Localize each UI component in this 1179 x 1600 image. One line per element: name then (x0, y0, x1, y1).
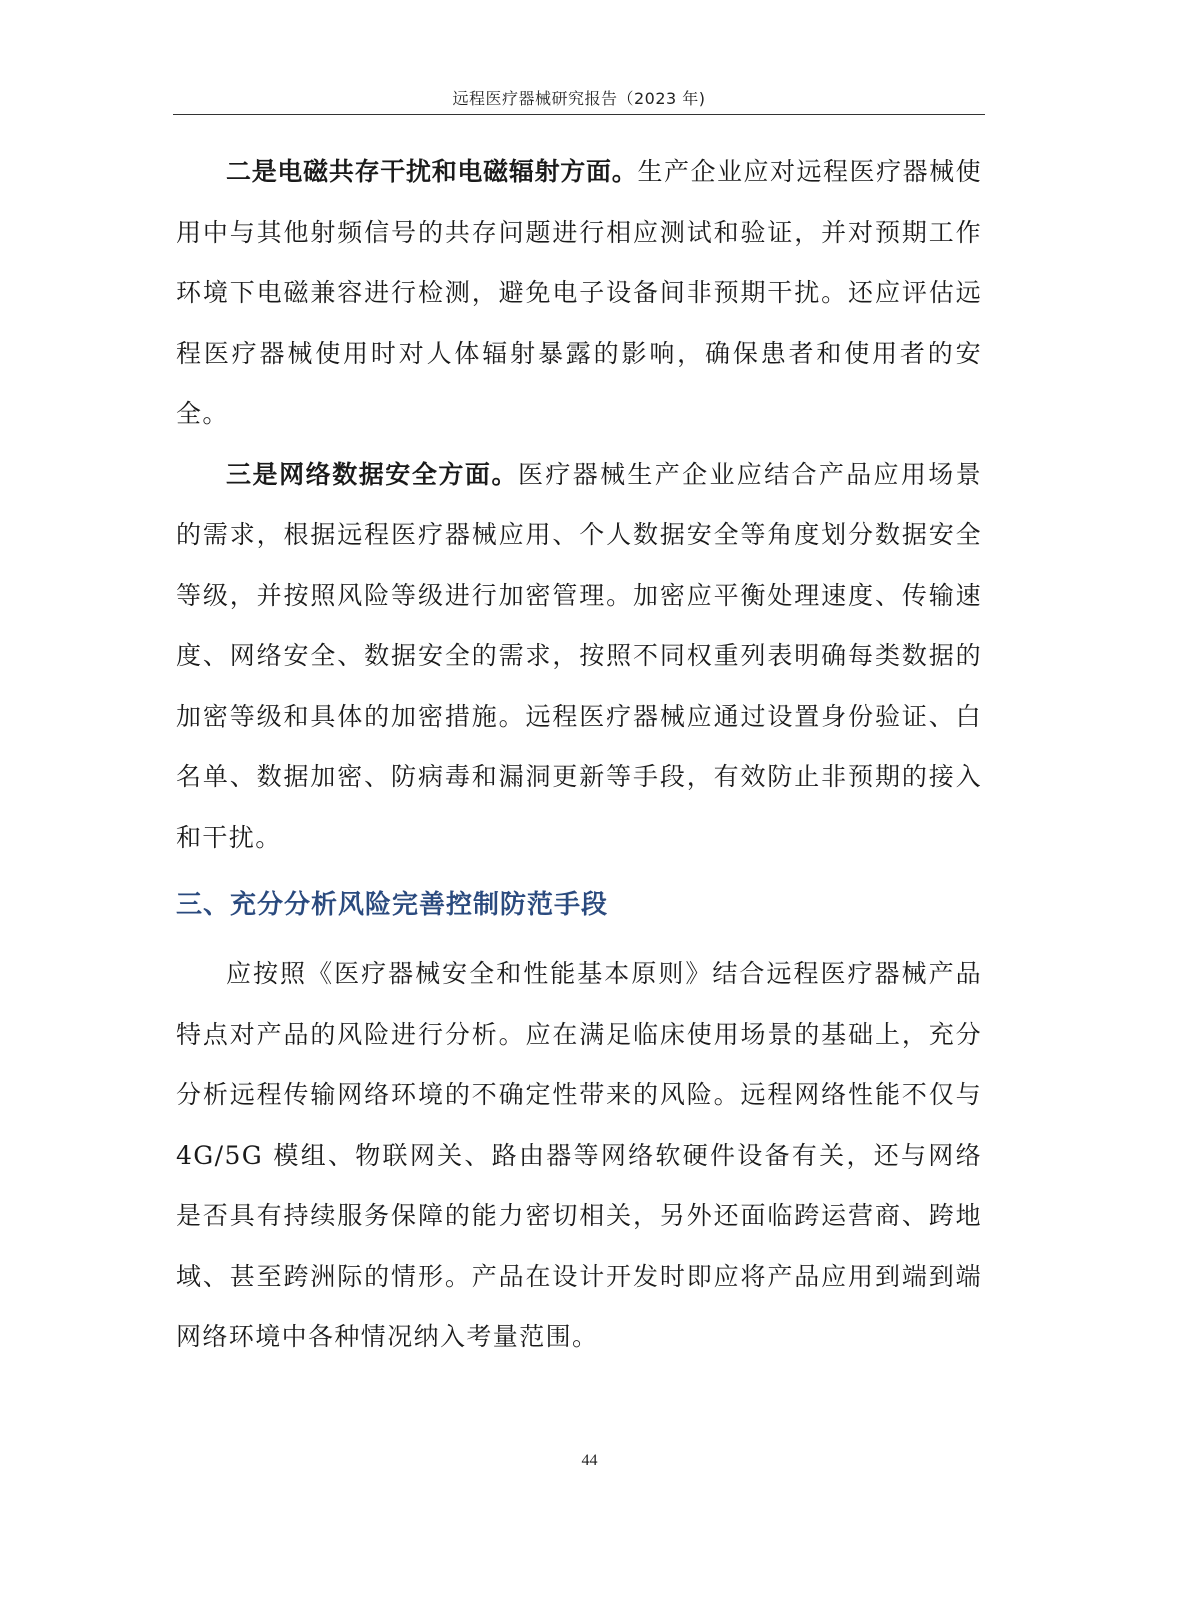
paragraph-network-data-security (176, 445, 982, 869)
header-divider (173, 114, 985, 115)
body-text (176, 142, 982, 1368)
page-number: 44 (581, 1452, 598, 1469)
paragraph-risk-analysis: 应按照《医疗器械安全和性能基本原则》结合远程医疗器械产品特点对产品的风险进行分析。应在满足临床使用场景的基础上，充分分析远程传输网络环境的不确定性带来的风险。远程网络性能不仅与 4G/5G 模组、物联网关、路由器等网络软硬件设备有关，还与网络是否具有持续服务保障的能力密切相关，另外还面临跨运营商、跨地域、甚至跨洲际的情形。产品在设计开发时即应将产品应用到端到端网络环境中各种情况纳入考量范围。 (176, 959, 982, 1351)
paragraph-lead-electromagnetic: 二是电磁共存干扰和电磁辐射方面。 (226, 157, 638, 186)
paragraph-lead-network-data-security: 三是网络数据安全方面。 (226, 459, 519, 489)
running-header: 远程医疗器械研究报告（2023 年) (452, 89, 706, 108)
paragraph-electromagnetic (176, 142, 982, 445)
paragraph-text-network-data-security: 医疗器械生产企业应结合产品应用场景的需求，根据远程医疗器械应用、个人数据安全等角度划分数据安全等级，并按照风险等级进行加密管理。加密应平衡处理速度、传输速度、网络安全、数据安全的需求，按照不同权重列表明确每类数据的加密等级和具体的加密措施。远程医疗器械应通过设置身份验证、白名单、数据加密、防病毒和漏洞更新等手段，有效防止非预期的接入和干扰。 (176, 459, 982, 852)
section-heading: 三、充分分析风险完善控制防范手段 (176, 890, 609, 920)
paragraph-text-electromagnetic: 生产企业应对远程医疗器械使用中与其他射频信号的共存问题进行相应测试和验证，并对预期工作环境下电磁兼容进行检测，避免电子设备间非预期干扰。还应评估远程医疗器械使用时对人体辐射暴露的影响，确保患者和使用者的安全。 (176, 157, 983, 428)
